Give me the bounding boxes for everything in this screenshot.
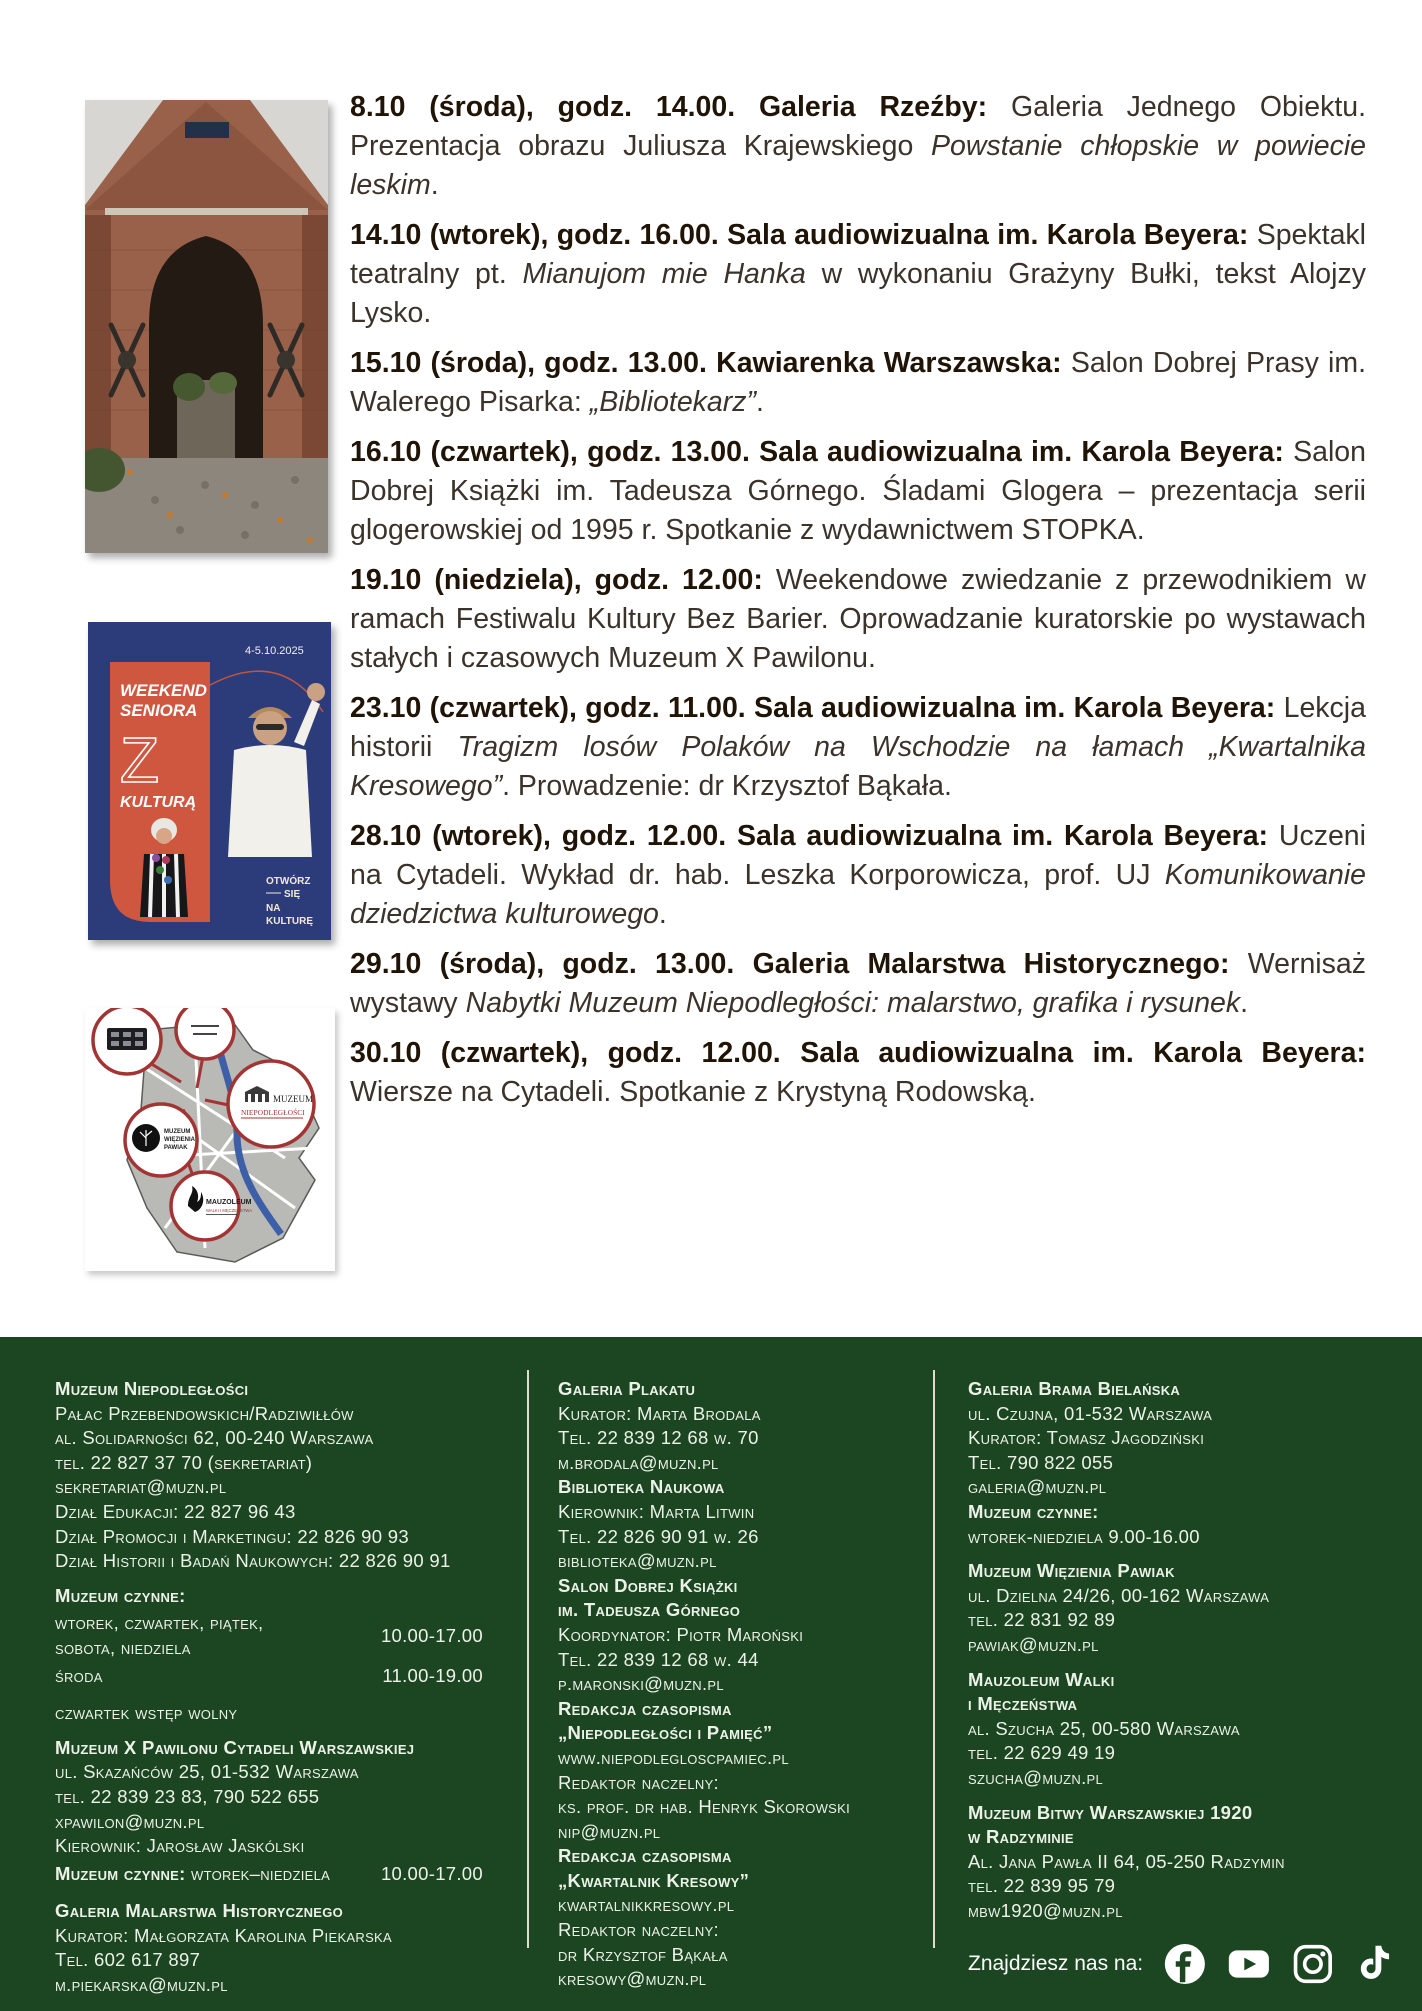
footer-line: Dział Edukacji: 22 827 96 43 <box>55 1500 296 1522</box>
footer-heading: Salon Dobrej Książki <box>558 1574 738 1596</box>
footer-heading: Mauzoleum Walki <box>968 1668 1115 1690</box>
event-description: Tragizm losów Polaków na Wschodzie na łamach „Kwartalnika Kresowego” <box>350 731 1366 802</box>
event-item <box>350 945 1366 1023</box>
event-description: Komunikowanie dziedzictwa kulturowego <box>350 859 1366 930</box>
poster-title-line1: WEEKEND <box>120 681 207 700</box>
footer-heading: im. Tadeusza Górnego <box>558 1599 741 1621</box>
map-pawiak-label-3: PAWIAK <box>164 1145 188 1151</box>
footer-heading: Muzeum Niepodległości <box>55 1378 249 1399</box>
footer-line: środa <box>55 1664 103 1686</box>
event-datetime-venue: 23.10 (czwartek), godz. 11.00. Sala audiowizualna im. Karola Beyera: <box>350 692 1284 724</box>
event-datetime-venue: 16.10 (czwartek), godz. 13.00. Sala audiowizualna im. Karola Beyera: <box>350 436 1294 468</box>
footer-heading: Muzeum X Pawilonu Cytadeli Warszawskiej <box>55 1736 415 1758</box>
event-description: . Prowadzenie: dr Krzysztof Bąkała. <box>502 770 952 802</box>
footer-line: czwartek wstęp wolny <box>55 1702 238 1724</box>
footer-heading: Muzeum czynne: <box>968 1500 1099 1522</box>
footer-line: Tel. 602 617 897 <box>55 1949 201 1971</box>
footer-gap <box>55 1726 525 1736</box>
footer-line: Kurator: Marta Brodala <box>558 1402 761 1424</box>
events-list <box>350 88 1366 1123</box>
footer-column-galleries <box>558 1377 926 1992</box>
footer-line: kresowy@muzn.pl <box>558 1968 707 1990</box>
event-item <box>350 344 1366 422</box>
event-description: Nabytki Muzeum Niepodległości: malarstwo, grafika i rysunek <box>465 987 1241 1019</box>
footer-heading: Galeria Brama Bielańska <box>968 1378 1181 1399</box>
footer-line: Pałac Przebendowskich/Radziwiłłów <box>55 1402 354 1424</box>
footer-heading: Muzeum czynne: <box>55 1584 186 1606</box>
footer-line: Tel. 22 839 12 68 w. 70 <box>558 1427 759 1449</box>
footer-line: Kierownik: Marta Litwin <box>558 1500 755 1522</box>
footer-hours-days: Muzeum czynne: wtorek–niedziela <box>55 1862 331 1884</box>
poster-title-z: Z <box>120 724 160 796</box>
poster-slogan-2: SIĘ <box>284 889 301 900</box>
footer-hours-days <box>55 1664 103 1689</box>
footer-line: al. Szucha 25, 00-580 Warszawa <box>968 1717 1240 1739</box>
footer-line: wtorek, czwartek, piątek, <box>55 1612 264 1634</box>
footer-line: pawiak@muzn.pl <box>968 1633 1099 1655</box>
footer-line: Kierownik: Jarosław Jaskólski <box>55 1835 305 1857</box>
event-description: w wykonaniu Grażyny Bułki, tekst Alojzy Lysko. <box>350 258 1366 329</box>
footer-line: kwartalnikkresowy.pl <box>558 1894 735 1916</box>
footer-heading: w Radzyminie <box>968 1826 1074 1848</box>
footer-hours-row <box>55 1862 483 1887</box>
event-datetime-venue: 8.10 (środa), godz. 14.00. Galeria Rzeźby: <box>350 91 1011 123</box>
event-description: . <box>430 169 439 201</box>
event-item <box>350 433 1366 550</box>
event-item <box>350 561 1366 678</box>
footer-column-main <box>55 1377 525 1998</box>
footer-line: sobota, niedziela <box>55 1636 191 1658</box>
footer-column-branches <box>968 1377 1398 1987</box>
social-label: Znajdziesz nas na: <box>968 1952 1144 1976</box>
footer-line: nip@muzn.pl <box>558 1820 661 1842</box>
footer-gap <box>55 1574 525 1584</box>
footer-line: al. Solidarności 62, 00-240 Warszawa <box>55 1427 374 1449</box>
poster-slogan-4: KULTURĘ <box>266 916 314 927</box>
footer-hours-time: 10.00-17.00 <box>380 1862 483 1884</box>
footer-line: m.piekarska@muzn.pl <box>55 1974 228 1996</box>
footer-gap <box>55 1691 525 1701</box>
event-item <box>350 689 1366 806</box>
event-description: Weekendowe zwiedzanie z przewodnikiem w ramach Festiwalu Kultury Bez Barier. Oprowadzanie kuratorskie po wystawach stałych i czasowych Muzeum X Pawilonu. <box>350 564 1366 674</box>
footer-line: www.niepodlegloscpamiec.pl <box>558 1746 789 1768</box>
footer-line: Tel. 22 839 12 68 w. 44 <box>558 1648 759 1670</box>
footer-heading: „Kwartalnik Kresowy” <box>558 1869 750 1891</box>
map-illustration <box>85 1008 335 1271</box>
event-item <box>350 1034 1366 1112</box>
map-pawiak-label-1: MUZEUM <box>164 1129 191 1135</box>
footer-line: ul. Skazańców 25, 01-532 Warszawa <box>55 1761 359 1783</box>
footer-line: mbw1920@muzn.pl <box>968 1899 1123 1921</box>
footer-hours-time: 11.00-19.00 <box>382 1664 483 1686</box>
event-item <box>350 88 1366 205</box>
poster-slogan-1: OTWÓRZ <box>266 876 311 887</box>
footer-line: sekretariat@muzn.pl <box>55 1476 227 1498</box>
event-description: Salon Dobrej Książki im. Tadeusza Górnego. Śladami Glogera – prezentacja serii glogerowskiej od 1995 r. Spotkanie z wydawnictwem STOPKA. <box>350 436 1366 546</box>
footer-line: wtorek-niedziela 9.00-16.00 <box>968 1525 1200 1547</box>
footer-divider <box>527 1370 529 1948</box>
footer-line: p.maronski@muzn.pl <box>558 1673 724 1695</box>
poster-title-line2: SENIORA <box>120 701 198 720</box>
map-niepodleglosci-label: NIEPODLEGŁOŚCI <box>241 1108 305 1117</box>
event-datetime-venue: 29.10 (środa), godz. 13.00. Galeria Malarstwa Historycznego: <box>350 948 1248 980</box>
event-description: Wernisaż wystawy <box>350 948 1366 1019</box>
event-description: „Bibliotekarz” <box>589 386 757 418</box>
footer-line: tel. 22 839 23 83, 790 522 655 <box>55 1785 320 1807</box>
map-mauzoleum-label: MAUZOLEUM <box>206 1199 252 1206</box>
instagram-icon[interactable] <box>1291 1941 1335 1987</box>
footer-line: ul. Dzielna 24/26, 00-162 Warszawa <box>968 1584 1270 1606</box>
footer-line: Al. Jana Pawła II 64, 05-250 Radzymin <box>968 1850 1285 1872</box>
footer-line: biblioteka@muzn.pl <box>558 1550 717 1572</box>
event-description: Uczeni na Cytadeli. Wykład dr. hab. Leszka Korporowicza, prof. UJ <box>350 820 1366 891</box>
event-description: Lekcja historii <box>350 692 1366 763</box>
footer-line: Koordynator: Piotr Maroński <box>558 1623 804 1645</box>
footer-heading: Redakcja czasopisma <box>558 1697 732 1719</box>
footer-heading: Galeria Plakatu <box>558 1378 696 1399</box>
weekend-seniora-poster <box>88 622 331 940</box>
footer-line: Tel. 790 822 055 <box>968 1451 1114 1473</box>
event-datetime-venue: 19.10 (niedziela), godz. 12.00: <box>350 564 776 596</box>
citadel-gate-photo <box>85 100 328 553</box>
footer-line: szucha@muzn.pl <box>968 1766 1104 1788</box>
footer-hours-time: 10.00-17.00 <box>380 1624 483 1646</box>
map-pawiak-label-2: WIĘZIENIA <box>164 1137 195 1143</box>
footer-gap <box>968 1549 1398 1559</box>
footer-heading: Biblioteka Naukowa <box>558 1476 725 1498</box>
footer-line: tel. 22 827 37 70 (sekretariat) <box>55 1451 313 1473</box>
footer-heading: i Męczeństwa <box>968 1693 1078 1715</box>
event-datetime-venue: 15.10 (środa), godz. 13.00. Kawiarenka Warszawska: <box>350 347 1071 379</box>
footer-heading: „Niepodległości i Pamięć” <box>558 1722 773 1744</box>
footer-line: Redaktor naczelny: <box>558 1919 719 1941</box>
event-description: Galeria Jednego Obiektu. Prezentacja obrazu Juliusza Krajewskiego <box>350 91 1367 162</box>
map-mauzoleum-sublabel: WALKI I MĘCZEŃSTWA <box>206 1208 252 1213</box>
footer-line: tel. 22 839 95 79 <box>968 1875 1116 1897</box>
footer-heading: Redakcja czasopisma <box>558 1845 732 1867</box>
event-item <box>350 216 1366 333</box>
footer-line: tel. 22 831 92 89 <box>968 1609 1116 1631</box>
event-datetime-venue: 14.10 (wtorek), godz. 16.00. Sala audiowizualna im. Karola Beyera: <box>350 219 1257 251</box>
facebook-icon[interactable] <box>1163 1941 1207 1987</box>
footer-line: Dział Historii i Badań Naukowych: 22 826 90 91 <box>55 1550 451 1572</box>
event-datetime-venue: 28.10 (wtorek), godz. 12.00. Sala audiowizualna im. Karola Beyera: <box>350 820 1279 852</box>
footer-hours-row <box>55 1664 483 1689</box>
footer-line: ul. Czujna, 01-532 Warszawa <box>968 1402 1213 1424</box>
footer-heading: Muzeum Bitwy Warszawskiej 1920 <box>968 1801 1253 1823</box>
footer-line: Kurator: Tomasz Jagodziński <box>968 1427 1205 1449</box>
event-datetime-venue: 30.10 (czwartek), godz. 12.00. Sala audiowizualna im. Karola Beyera: <box>350 1037 1366 1069</box>
footer-hours-row <box>55 1611 483 1660</box>
footer-heading: Muzeum Więzienia Pawiak <box>968 1560 1175 1582</box>
event-description: . <box>658 898 667 930</box>
footer <box>0 1337 1422 2011</box>
event-description: Salon Dobrej Prasy im. Walerego Pisarka: <box>350 347 1366 418</box>
footer-divider <box>933 1370 935 1948</box>
footer-line: ks. prof. dr hab. Henryk Skorowski <box>558 1796 851 1818</box>
poster-date: 4-5.10.2025 <box>245 645 304 657</box>
poster-title-line3: KULTURĄ <box>120 794 197 811</box>
footer-branch-items <box>968 1377 1398 1923</box>
footer-hours-days <box>55 1611 263 1660</box>
footer-line: tel. 22 629 49 19 <box>968 1742 1116 1764</box>
tiktok-icon[interactable] <box>1354 1941 1398 1987</box>
event-description: Wiersze na Cytadeli. Spotkanie z Krystyną Rodowską. <box>350 1076 1036 1108</box>
event-item <box>350 817 1366 934</box>
youtube-icon[interactable] <box>1227 1941 1271 1987</box>
footer-line: Tel. 22 826 90 91 w. 26 <box>558 1525 759 1547</box>
footer-line: Redaktor naczelny: <box>558 1771 719 1793</box>
event-description: . <box>1240 987 1249 1019</box>
footer-heading-inline: Muzeum czynne: <box>55 1862 186 1884</box>
event-description: Powstanie chłopskie w powiecie leskim <box>350 130 1367 201</box>
citadel-gate-illustration <box>85 100 328 553</box>
map-muzeum-label: MUZEUM <box>273 1094 313 1104</box>
footer-heading: Galeria Malarstwa Historycznego <box>55 1900 344 1922</box>
footer-line: Dział Promocji i Marketingu: 22 826 90 93 <box>55 1525 409 1547</box>
footer-line: xpawilon@muzn.pl <box>55 1810 205 1832</box>
event-description: . <box>756 386 764 418</box>
museum-branches-map <box>85 1008 335 1271</box>
social-row <box>968 1941 1398 1987</box>
event-description: Spektakl teatralny pt. <box>350 219 1366 290</box>
poster-slogan-3: NA <box>266 903 281 914</box>
event-description: Mianujom mie Hanka <box>522 258 806 290</box>
footer-line: dr Krzysztof Bąkała <box>558 1943 728 1965</box>
footer-gap <box>968 1791 1398 1801</box>
footer-line: Kurator: Małgorzata Karolina Piekarska <box>55 1924 392 1946</box>
footer-line: galeria@muzn.pl <box>968 1476 1107 1498</box>
footer-gap <box>55 1889 525 1899</box>
poster-illustration <box>88 622 331 940</box>
footer-line: m.brodala@muzn.pl <box>558 1451 719 1473</box>
footer-gap <box>968 1658 1398 1668</box>
